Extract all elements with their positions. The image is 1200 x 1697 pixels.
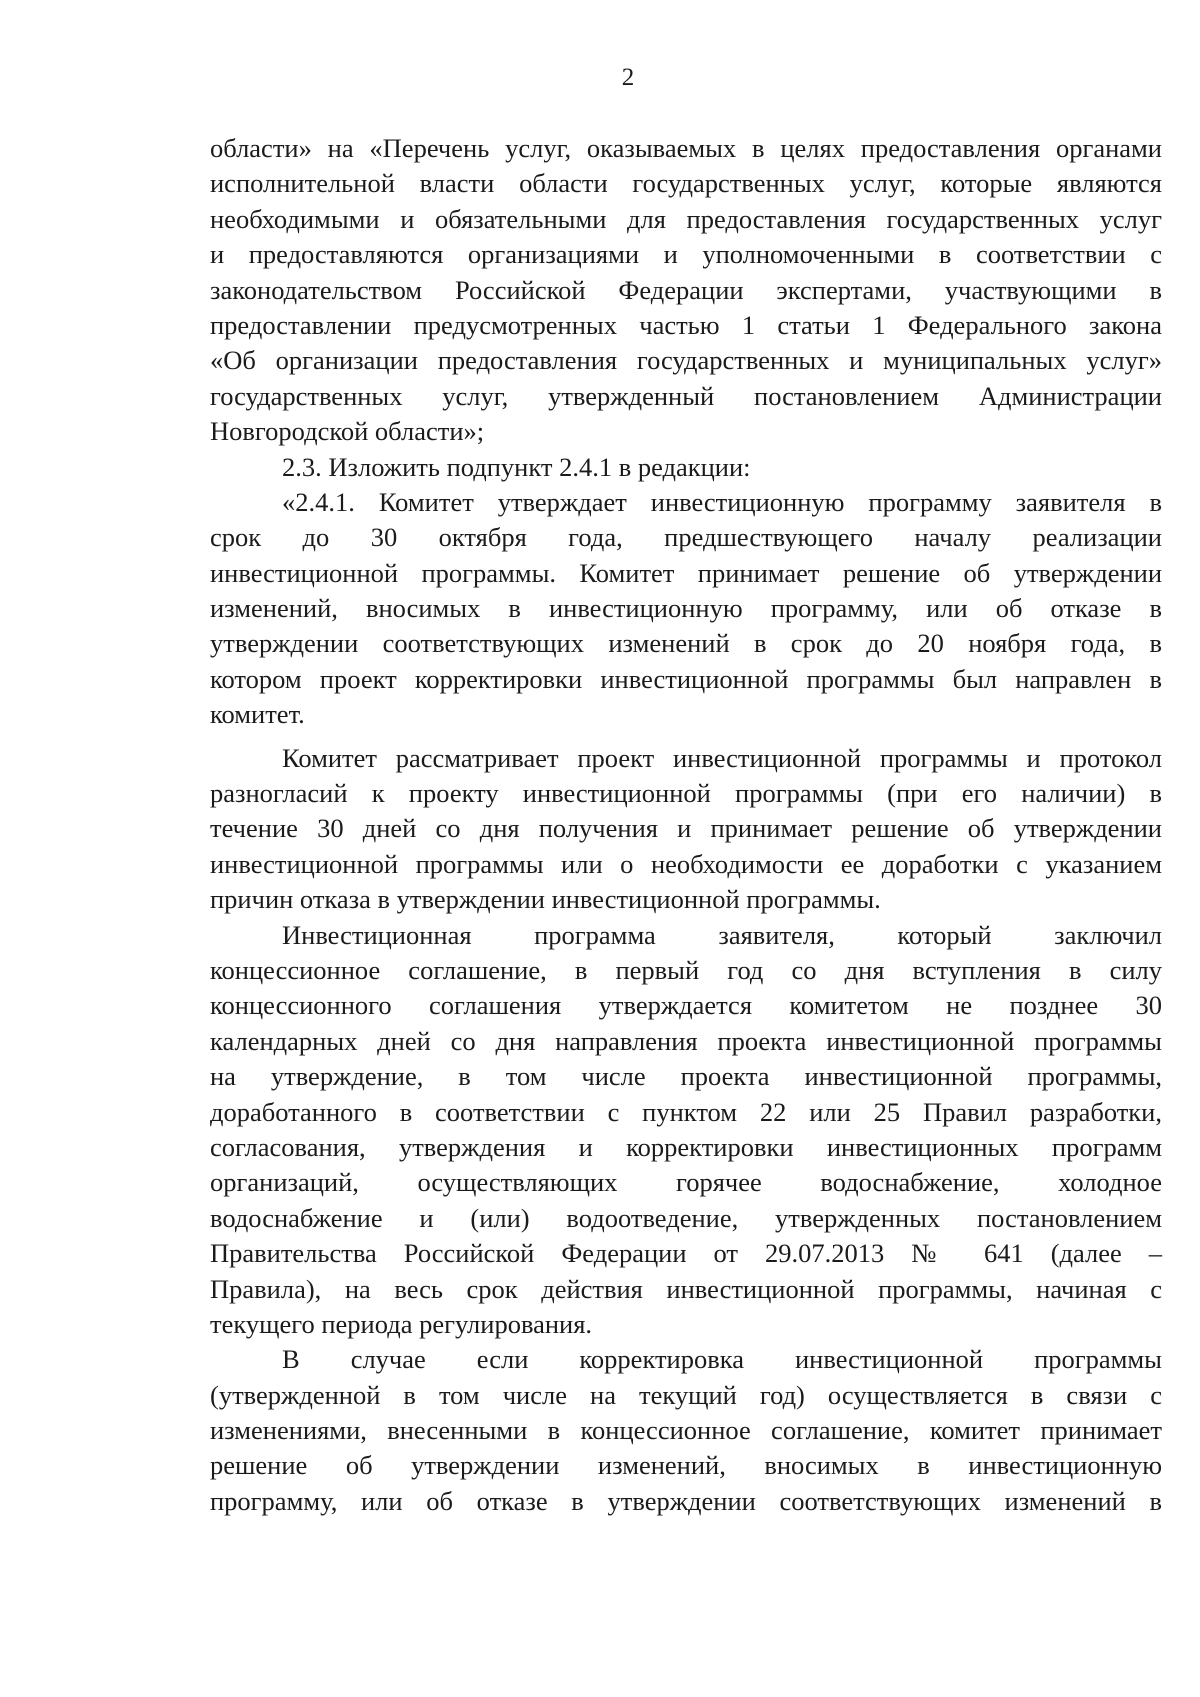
text-line: Комитет рассматривает проект инвестиционной программы и протокол (282, 742, 1162, 773)
text-line: изменений, вносимых в инвестиционную программу, или об отказе в (210, 593, 1162, 624)
text-line: и предоставляются организациями и уполномоченными в соответствии с (210, 239, 1162, 270)
text-line: срок до 30 октября года, предшествующего началу реализации (210, 522, 1162, 553)
text-line: утверждении соответствующих изменений в срок до 20 ноября года, в (210, 628, 1162, 659)
text-line: комитет. (210, 699, 305, 730)
paragraph-gap (210, 733, 1162, 741)
text-line: организаций, осуществляющих горячее водоснабжение, холодное (210, 1167, 1162, 1198)
text-line: концессионное соглашение, в первый год со дня вступления в силу (210, 954, 1162, 985)
text-line: водоснабжение и (или) водоотведение, утвержденных постановлением (210, 1202, 1162, 1233)
text-line: концессионного соглашения утверждается комитетом не позднее 30 (210, 990, 1162, 1021)
text-line: Правила), на весь срок действия инвестиционной программы, начиная с (210, 1273, 1162, 1304)
text-line: «2.4.1. Комитет утверждает инвестиционную программу заявителя в (282, 486, 1162, 517)
text-line: доработанного в соответствии с пунктом 22 или 25 Правил разработки, (210, 1096, 1162, 1127)
text-line: решение об утверждении изменений, вносимых в инвестиционную (210, 1450, 1162, 1481)
text-line: изменениями, внесенными в концессионное соглашение, комитет принимает (210, 1415, 1162, 1446)
text-line: инвестиционной программы или о необходимости ее доработки с указанием (210, 848, 1162, 879)
text-line: области» на «Перечень услуг, оказываемых в целях предоставления органами (210, 133, 1162, 163)
text-line: котором проект корректировки инвестиционной программы был направлен в (210, 663, 1162, 694)
text-line: Правительства Российской Федерации от 29.07.2013 № 641 (далее – (210, 1238, 1162, 1269)
text-line: законодательством Российской Федерации экспертами, участвующими в (210, 274, 1162, 305)
text-line: предоставлении предусмотренных частью 1 статьи 1 Федерального закона (210, 309, 1162, 340)
text-line: необходимыми и обязательными для предоставления государственных услуг (210, 203, 1162, 234)
text-line: текущего периода регулирования. (210, 1308, 593, 1339)
text-line: В случае если корректировка инвестиционной программы (282, 1344, 1162, 1375)
text-line: течение 30 дней со дня получения и принимает решение об утверждении (210, 813, 1162, 844)
text-line: «Об организации предоставления государственных и муниципальных услуг» (210, 345, 1162, 376)
text-line: исполнительной власти области государственных услуг, которые являются (210, 168, 1162, 199)
text-line: разногласий к проекту инвестиционной программы (при его наличии) в (210, 778, 1162, 809)
text-line: государственных услуг, утвержденный постановлением Администрации (210, 380, 1162, 411)
text-line: согласования, утверждения и корректировки инвестиционных программ (210, 1131, 1162, 1162)
page-number: 2 (621, 64, 635, 91)
text-line: причин отказа в утверждении инвестиционной программы. (210, 884, 881, 915)
text-line: календарных дней со дня направления проекта инвестиционной программы (210, 1025, 1162, 1056)
text-line: 2.3. Изложить подпункт 2.4.1 в редакции: (282, 451, 751, 482)
document-body (210, 131, 1162, 1519)
text-line: на утверждение, в том числе проекта инвестиционной программы, (210, 1061, 1162, 1092)
text-line: программу, или об отказе в утверждении соответствующих изменений в (210, 1485, 1162, 1516)
text-line: (утвержденной в том числе на текущий год) осуществляется в связи с (210, 1379, 1162, 1410)
text-line: Инвестиционная программа заявителя, который заключил (282, 919, 1162, 950)
text-line: инвестиционной программы. Комитет принимает решение об утверждении (210, 557, 1162, 588)
text-line: Новгородской области»; (210, 416, 485, 447)
